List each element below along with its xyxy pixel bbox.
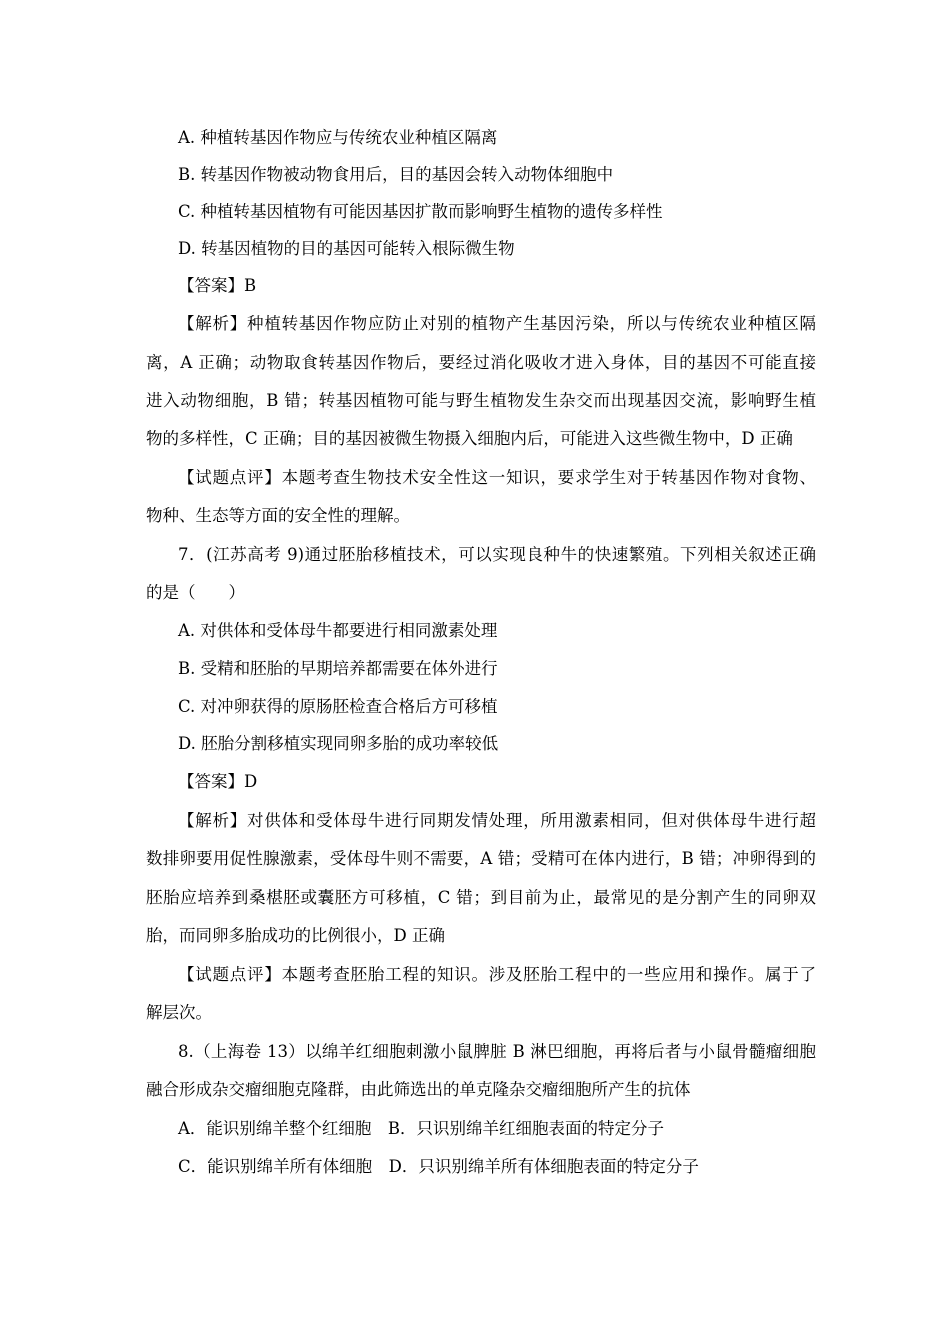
text-line: C．能识别绵羊所有体细胞 D．只识别绵羊所有体细胞表面的特定分子: [178, 1157, 699, 1176]
text-line: 物的多样性，C 正确；目的基因被微生物摄入细胞内后，可能进入这些微生物中，D 正确: [146, 429, 793, 448]
text-line: 数排卵要用促性腺激素，受体母牛则不需要，A 错；受精可在体内进行，B 错；冲卵得到的: [146, 849, 816, 868]
text-line: B. 受精和胚胎的早期培养都需要在体外进行: [178, 659, 498, 678]
text-line: 的是（ ）: [146, 583, 245, 602]
text-line: C. 种植转基因植物有可能因基因扩散而影响野生植物的遗传多样性: [178, 202, 663, 221]
text-line: D. 胚胎分割移植实现同卵多胎的成功率较低: [178, 734, 499, 753]
text-line: 进入动物细胞，B 错；转基因植物可能与野生植物发生杂交而出现基因交流，影响野生植: [146, 391, 816, 410]
text-line: A. 种植转基因作物应与传统农业种植区隔离: [178, 128, 498, 147]
text-line: B. 转基因作物被动物食用后，目的基因会转入动物体细胞中: [178, 165, 614, 184]
text-line: 【解析】对供体和受体母牛进行同期发情处理，所用激素相同，但对供体母牛进行超: [178, 811, 816, 830]
text-line: A．能识别绵羊整个红细胞 B．只识别绵羊红细胞表面的特定分子: [178, 1119, 665, 1138]
text-line: 胎，而同卵多胎成功的比例很小，D 正确: [146, 926, 445, 945]
text-line: 8.（上海卷 13）以绵羊红细胞刺激小鼠脾脏 B 淋巴细胞，再将后者与小鼠骨髓瘤细胞: [178, 1042, 816, 1061]
text-line: A. 对供体和受体母牛都要进行相同激素处理: [178, 621, 498, 640]
text-line: D. 转基因植物的目的基因可能转入根际微生物: [178, 239, 515, 258]
text-line: 【答案】D: [178, 772, 258, 791]
text-line: 物种、生态等方面的安全性的理解。: [146, 506, 410, 525]
text-line: 【试题点评】本题考查胚胎工程的知识。涉及胚胎工程中的一些应用和操作。属于了: [178, 965, 816, 984]
text-line: 解层次。: [146, 1003, 212, 1022]
text-line: 【解析】种植转基因作物应防止对别的植物产生基因污染，所以与传统农业种植区隔: [178, 314, 816, 333]
text-line: 7．(江苏高考 9)通过胚胎移植技术，可以实现良种牛的快速繁殖。下列相关叙述正确: [178, 545, 816, 564]
text-line: 离，A 正确；动物取食转基因作物后，要经过消化吸收才进入身体，目的基因不可能直接: [146, 353, 816, 372]
text-line: 胚胎应培养到桑椹胚或囊胚方可移植，C 错；到目前为止，最常见的是分割产生的同卵双: [146, 888, 816, 907]
text-line: 【答案】B: [178, 276, 257, 295]
text-line: C. 对冲卵获得的原肠胚检查合格后方可移植: [178, 697, 498, 716]
text-line: 【试题点评】本题考查生物技术安全性这一知识，要求学生对于转基因作物对食物、: [178, 468, 816, 487]
text-line: 融合形成杂交瘤细胞克隆群，由此筛选出的单克隆杂交瘤细胞所产生的抗体: [146, 1080, 691, 1099]
